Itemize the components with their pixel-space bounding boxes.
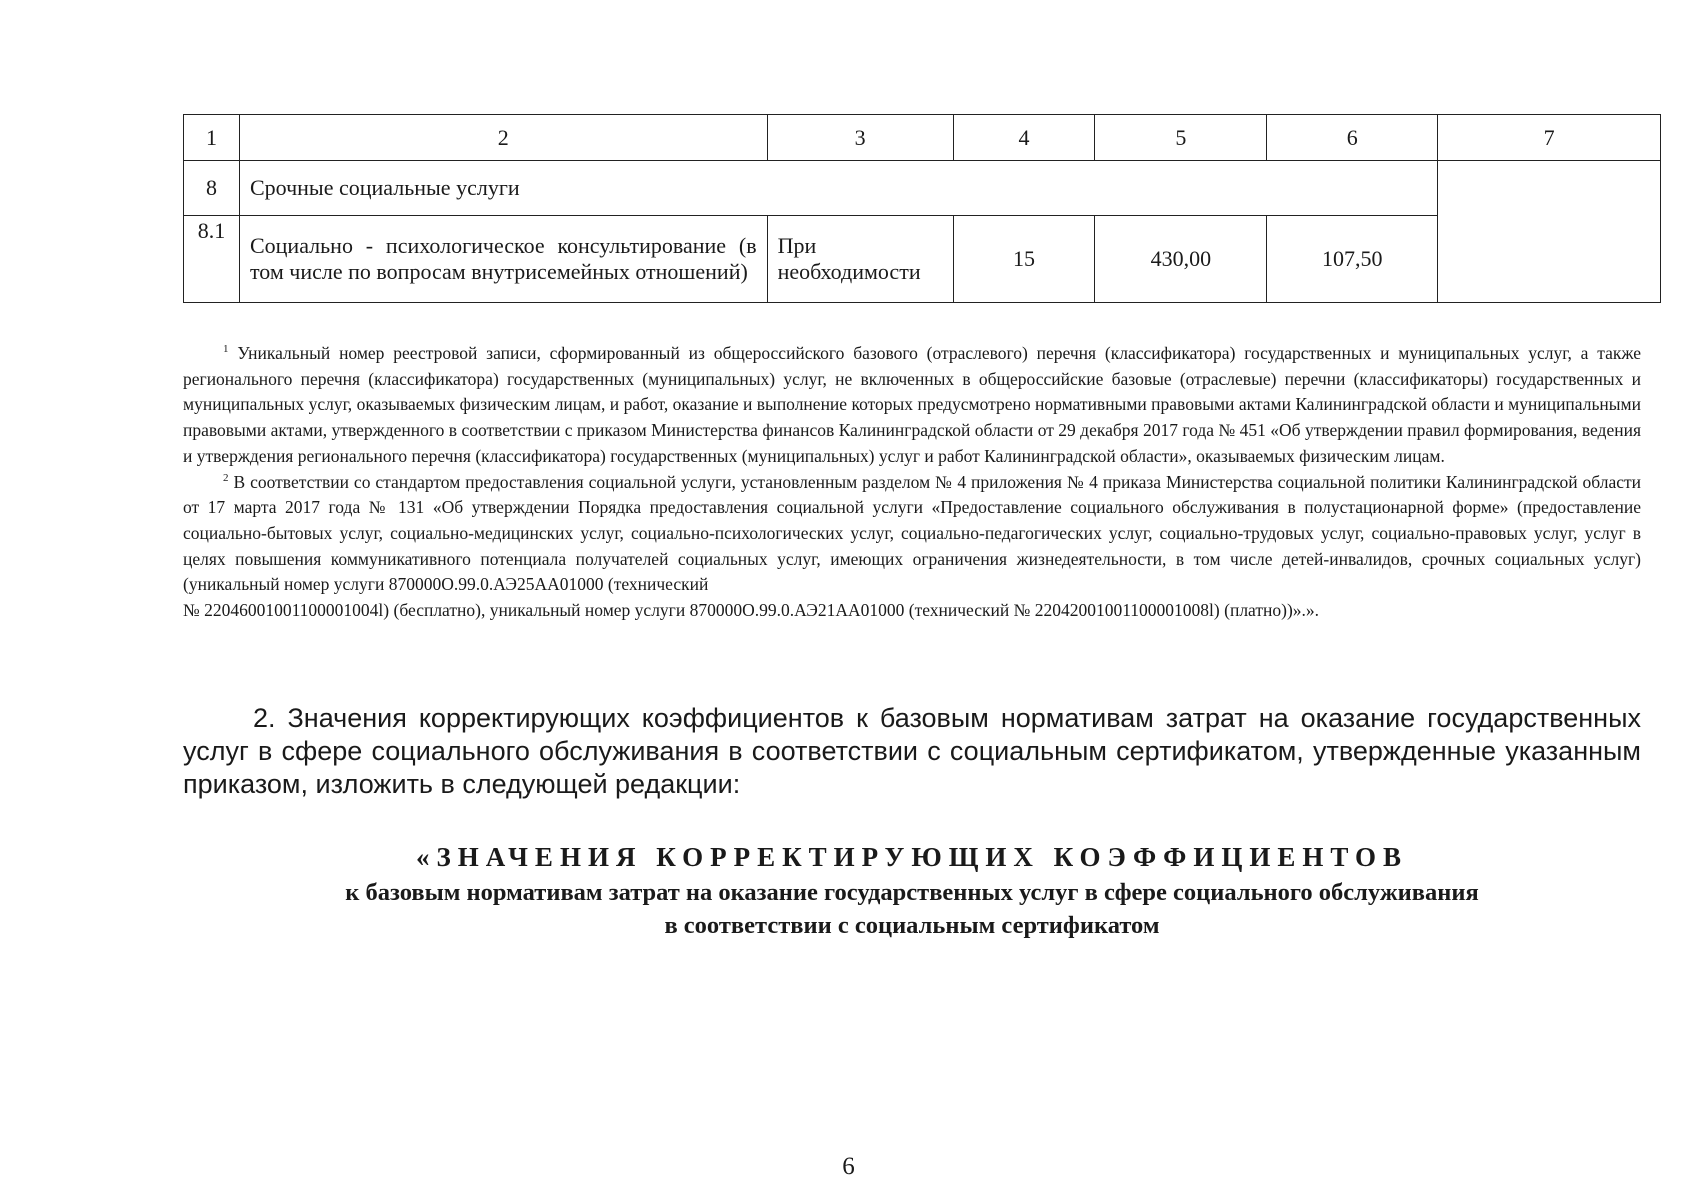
service-frequency: При необходимости: [767, 216, 953, 303]
service-name: Социально - психологическое консультирование (в том числе по вопросам внутрисемейных отношений): [239, 216, 767, 303]
service-col5-value: 430,00: [1095, 216, 1267, 303]
column-number-5: 5: [1095, 115, 1267, 161]
service-number: 8.1: [184, 216, 240, 303]
table-header-row: [184, 115, 1661, 161]
section-number: 8: [184, 161, 240, 216]
footnote-1-text: Уникальный номер реестровой записи, сформированный из общероссийского базового (отраслевого) перечня (классификатора) государственных и муниципальных услуг, а также регионального перечня (классификатора) государственных (муниципальных) услуг, не включенных в общероссийские базовые (отраслевые) перечни (классификаторы) государственных и муниципальных услуг, оказываемых физическим лицам, и работ, оказание и выполнение которых предусмотрено нормативными правовыми актами Калининградской области и муниципальными правовыми актами, утвержденного в соответствии с приказом Министерства финансов Калининградской области от 29 декабря 2017 года № 451 «Об утверждении правил формирования, ведения и утверждения регионального перечня (классификатора) государственных (муниципальных) услуг и работ Калининградской области», оказываемых физическим лицам.: [183, 343, 1641, 466]
service-col6-value: 107,50: [1267, 216, 1438, 303]
page-number: 6: [842, 1153, 855, 1180]
service-col4-value: 15: [953, 216, 1095, 303]
footnote-2: [183, 470, 1641, 599]
column-7-cell: [1438, 161, 1661, 303]
section-row: [184, 161, 1661, 216]
section-title: Срочные социальные услуги: [239, 161, 1437, 216]
heading-subtitle-line-2: в соответствии с социальным сертификатом: [664, 912, 1160, 939]
footnote-2-text: В соответствии со стандартом предоставления социальной услуги, установленным разделом № 4 приложения № 4 приказа Министерства социальной политики Калининградской области от 17 марта 2017 года № 131 «Об утверждении Порядка предоставления социальной услуги «Предоставление социального обслуживания в полустационарной форме» (предоставление социально-бытовых услуг, социально-медицинских услуг, социально-психологических услуг, социально-педагогических услуг, социально-трудовых услуг, социально-правовых услуг, услуг в целях повышения коммуникативного потенциала получателей социальных услуг, имеющих ограничения жизнедеятельности, в том числе детей-инвалидов, срочных социальных услуг) (уникальный номер услуги 870000О.99.0.АЭ25АА01000 (технический: [183, 471, 1642, 595]
column-number-1: 1: [184, 115, 240, 161]
footnote-2-tail: № 22046001001100001004l) (бесплатно), уникальный номер услуги 870000О.99.0.АЭ21АА01000 (технический № 22042001001100001008l) (платно))».».: [183, 600, 1320, 621]
heading-title: «ЗНАЧЕНИЯ КОРРЕКТИРУЮЩИХ КОЭФФИЦИЕНТОВ: [415, 842, 1409, 872]
footnote-1: [183, 341, 1641, 470]
body-paragraph: 2. Значения корректирующих коэффициентов к базовым нормативам затрат на оказание государственных услуг в сфере социального обслуживания в соответствии с социальным сертификатом, утвержденные указанным приказом, изложить в следующей редакции:: [183, 703, 1641, 799]
footnote-2-marker: 2: [223, 471, 229, 484]
footnotes: [183, 341, 1641, 624]
column-number-7: 7: [1438, 115, 1661, 161]
section-heading: [183, 838, 1641, 942]
footnote-1-marker: 1: [223, 343, 229, 355]
heading-subtitle-line-1: к базовым нормативам затрат на оказание государственных услуг в сфере социального обслуживания: [345, 879, 1479, 906]
column-number-6: 6: [1267, 115, 1438, 161]
column-number-2: 2: [239, 115, 767, 161]
column-number-3: 3: [767, 115, 953, 161]
column-number-4: 4: [953, 115, 1095, 161]
services-table: [183, 114, 1661, 303]
